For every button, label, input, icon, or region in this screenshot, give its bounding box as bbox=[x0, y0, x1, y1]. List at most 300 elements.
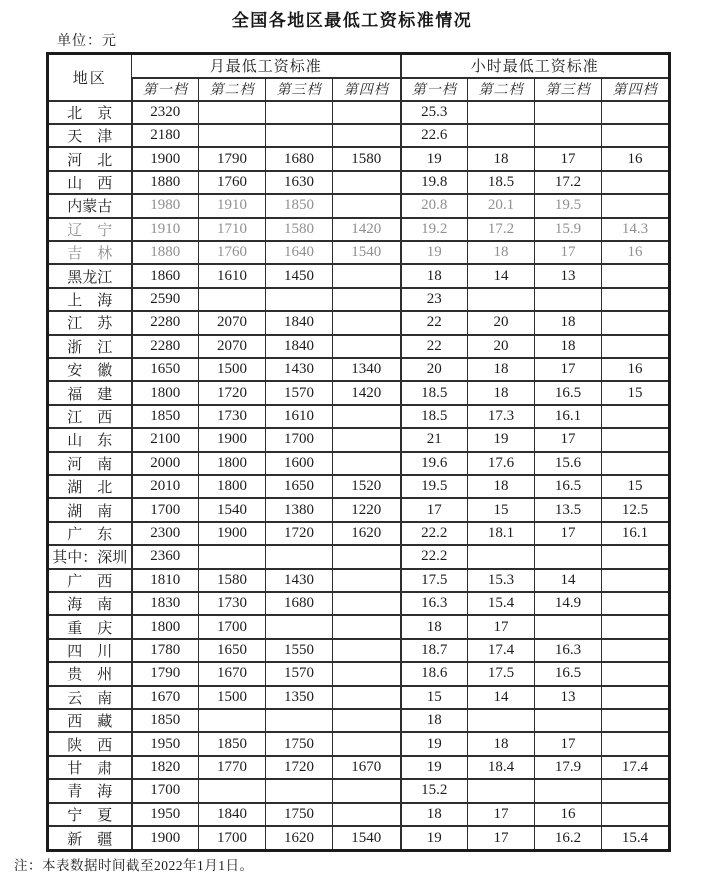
hourly-value-cell: 18 bbox=[535, 311, 602, 334]
hourly-value-cell bbox=[535, 124, 602, 147]
hourly-value-cell: 23 bbox=[401, 288, 468, 311]
hourly-value-cell: 18 bbox=[468, 358, 535, 381]
hourly-value-cell: 18 bbox=[468, 241, 535, 264]
hourly-value-cell: 14 bbox=[535, 569, 602, 592]
hourly-value-cell: 19.5 bbox=[535, 194, 602, 217]
monthly-value-cell: 1840 bbox=[266, 335, 333, 358]
monthly-value-cell bbox=[333, 779, 401, 802]
hourly-value-cell: 16.3 bbox=[535, 639, 602, 662]
hourly-value-cell: 17 bbox=[468, 826, 535, 850]
table-row bbox=[48, 288, 670, 311]
hourly-value-cell bbox=[535, 545, 602, 568]
table-row bbox=[48, 686, 670, 709]
hourly-value-cell bbox=[602, 194, 670, 217]
monthly-value-cell: 1610 bbox=[199, 264, 266, 287]
monthly-value-cell: 1850 bbox=[199, 732, 266, 755]
hourly-value-cell: 19 bbox=[401, 732, 468, 755]
unit-note: 单位：元 bbox=[57, 34, 117, 49]
monthly-value-cell: 2590 bbox=[132, 288, 199, 311]
monthly-tier4-header: 第四档 bbox=[333, 78, 401, 101]
hourly-value-cell bbox=[602, 288, 670, 311]
monthly-value-cell bbox=[333, 311, 401, 334]
hourly-value-cell: 19.6 bbox=[401, 452, 468, 475]
monthly-value-cell: 1850 bbox=[266, 194, 333, 217]
monthly-value-cell: 1220 bbox=[333, 498, 401, 521]
monthly-value-cell: 1680 bbox=[266, 147, 333, 170]
monthly-value-cell: 1880 bbox=[132, 241, 199, 264]
hourly-value-cell: 14 bbox=[468, 686, 535, 709]
subheader-row bbox=[48, 78, 670, 101]
region-cell: 云 南 bbox=[48, 686, 132, 709]
monthly-tier3-header: 第三档 bbox=[266, 78, 333, 101]
hourly-value-cell: 15.3 bbox=[468, 569, 535, 592]
hourly-value-cell: 16 bbox=[535, 803, 602, 826]
hourly-value-cell: 12.5 bbox=[602, 498, 670, 521]
hourly-tier3-header: 第三档 bbox=[535, 78, 602, 101]
hourly-value-cell bbox=[535, 101, 602, 124]
monthly-value-cell: 1790 bbox=[132, 662, 199, 685]
hourly-value-cell bbox=[602, 124, 670, 147]
hourly-value-cell: 16 bbox=[602, 358, 670, 381]
monthly-value-cell: 1650 bbox=[132, 358, 199, 381]
monthly-value-cell: 2070 bbox=[199, 311, 266, 334]
monthly-value-cell: 1700 bbox=[132, 779, 199, 802]
monthly-value-cell: 2100 bbox=[132, 428, 199, 451]
table-row bbox=[48, 498, 670, 521]
hourly-value-cell: 18 bbox=[468, 147, 535, 170]
region-cell: 河 南 bbox=[48, 452, 132, 475]
hourly-value-cell bbox=[602, 662, 670, 685]
hourly-value-cell bbox=[602, 452, 670, 475]
table-row bbox=[48, 101, 670, 124]
hourly-value-cell: 19.8 bbox=[401, 171, 468, 194]
hourly-value-cell: 21 bbox=[401, 428, 468, 451]
group-header-row bbox=[48, 54, 670, 78]
hourly-group-header: 小时最低工资标准 bbox=[401, 54, 670, 78]
hourly-value-cell: 19 bbox=[401, 756, 468, 779]
monthly-value-cell: 1900 bbox=[132, 826, 199, 850]
monthly-value-cell: 1810 bbox=[132, 569, 199, 592]
monthly-value-cell: 2070 bbox=[199, 335, 266, 358]
monthly-tier2-header: 第二档 bbox=[199, 78, 266, 101]
monthly-value-cell: 1450 bbox=[266, 264, 333, 287]
monthly-value-cell bbox=[333, 101, 401, 124]
monthly-value-cell: 1670 bbox=[333, 756, 401, 779]
table-row bbox=[48, 194, 670, 217]
hourly-value-cell bbox=[602, 803, 670, 826]
table-body bbox=[48, 101, 670, 851]
monthly-value-cell: 2360 bbox=[132, 545, 199, 568]
table-row bbox=[48, 147, 670, 170]
table-row bbox=[48, 218, 670, 241]
hourly-value-cell bbox=[602, 428, 670, 451]
hourly-value-cell: 16 bbox=[602, 241, 670, 264]
region-cell: 天 津 bbox=[48, 124, 132, 147]
monthly-value-cell: 1630 bbox=[266, 171, 333, 194]
hourly-value-cell: 19 bbox=[401, 241, 468, 264]
monthly-value-cell bbox=[199, 779, 266, 802]
region-cell: 湖 北 bbox=[48, 475, 132, 498]
hourly-value-cell: 16.3 bbox=[401, 592, 468, 615]
hourly-value-cell bbox=[468, 545, 535, 568]
monthly-value-cell: 1750 bbox=[266, 732, 333, 755]
table-row bbox=[48, 428, 670, 451]
hourly-value-cell bbox=[535, 288, 602, 311]
table-row bbox=[48, 709, 670, 732]
table-row bbox=[48, 124, 670, 147]
monthly-value-cell: 2280 bbox=[132, 311, 199, 334]
monthly-value-cell: 1900 bbox=[132, 147, 199, 170]
monthly-value-cell bbox=[199, 288, 266, 311]
hourly-value-cell: 22 bbox=[401, 335, 468, 358]
hourly-value-cell: 15.9 bbox=[535, 218, 602, 241]
hourly-value-cell: 13 bbox=[535, 686, 602, 709]
hourly-value-cell: 18.1 bbox=[468, 522, 535, 545]
monthly-value-cell: 1540 bbox=[333, 826, 401, 850]
table-row bbox=[48, 171, 670, 194]
monthly-value-cell: 1500 bbox=[199, 686, 266, 709]
hourly-value-cell bbox=[602, 686, 670, 709]
table-row bbox=[48, 615, 670, 638]
hourly-value-cell: 18 bbox=[401, 264, 468, 287]
monthly-value-cell bbox=[333, 264, 401, 287]
table-row bbox=[48, 311, 670, 334]
region-cell: 辽 宁 bbox=[48, 218, 132, 241]
hourly-value-cell: 17.5 bbox=[468, 662, 535, 685]
monthly-value-cell: 1730 bbox=[199, 592, 266, 615]
monthly-value-cell: 1800 bbox=[199, 452, 266, 475]
hourly-value-cell: 15.4 bbox=[468, 592, 535, 615]
region-cell: 广 东 bbox=[48, 522, 132, 545]
hourly-value-cell: 19 bbox=[401, 147, 468, 170]
hourly-value-cell: 17 bbox=[535, 147, 602, 170]
monthly-value-cell: 1610 bbox=[266, 405, 333, 428]
hourly-value-cell: 15.4 bbox=[602, 826, 670, 850]
monthly-value-cell bbox=[266, 709, 333, 732]
table-row bbox=[48, 803, 670, 826]
monthly-value-cell bbox=[333, 335, 401, 358]
table-row bbox=[48, 826, 670, 850]
monthly-value-cell bbox=[333, 428, 401, 451]
hourly-value-cell bbox=[535, 615, 602, 638]
hourly-value-cell: 18 bbox=[468, 381, 535, 404]
table-row bbox=[48, 358, 670, 381]
hourly-value-cell: 20.8 bbox=[401, 194, 468, 217]
monthly-value-cell: 2300 bbox=[132, 522, 199, 545]
monthly-value-cell: 1780 bbox=[132, 639, 199, 662]
hourly-value-cell: 17.6 bbox=[468, 452, 535, 475]
monthly-value-cell: 2010 bbox=[132, 475, 199, 498]
region-cell: 福 建 bbox=[48, 381, 132, 404]
hourly-value-cell: 16.5 bbox=[535, 662, 602, 685]
hourly-value-cell bbox=[602, 545, 670, 568]
monthly-value-cell bbox=[333, 194, 401, 217]
monthly-value-cell: 1340 bbox=[333, 358, 401, 381]
hourly-value-cell: 15 bbox=[401, 686, 468, 709]
monthly-value-cell: 1600 bbox=[266, 452, 333, 475]
hourly-value-cell: 18.4 bbox=[468, 756, 535, 779]
region-cell: 吉 林 bbox=[48, 241, 132, 264]
hourly-value-cell: 15.6 bbox=[535, 452, 602, 475]
hourly-value-cell: 17.5 bbox=[401, 569, 468, 592]
hourly-value-cell: 16 bbox=[602, 147, 670, 170]
hourly-value-cell bbox=[602, 592, 670, 615]
hourly-value-cell: 18 bbox=[401, 803, 468, 826]
region-cell: 黑龙江 bbox=[48, 264, 132, 287]
monthly-value-cell: 1760 bbox=[199, 171, 266, 194]
monthly-value-cell: 1430 bbox=[266, 569, 333, 592]
monthly-value-cell: 1820 bbox=[132, 756, 199, 779]
hourly-value-cell bbox=[602, 335, 670, 358]
table-row bbox=[48, 545, 670, 568]
table-row bbox=[48, 381, 670, 404]
monthly-value-cell: 1420 bbox=[333, 381, 401, 404]
hourly-value-cell bbox=[602, 732, 670, 755]
region-cell: 甘 肃 bbox=[48, 756, 132, 779]
monthly-value-cell: 1860 bbox=[132, 264, 199, 287]
hourly-value-cell bbox=[602, 569, 670, 592]
monthly-value-cell: 1720 bbox=[266, 522, 333, 545]
footnote: 注：本表数据时间截至2022年1月1日。 bbox=[14, 858, 254, 873]
hourly-value-cell: 15 bbox=[468, 498, 535, 521]
hourly-value-cell: 19.2 bbox=[401, 218, 468, 241]
hourly-value-cell: 25.3 bbox=[401, 101, 468, 124]
monthly-value-cell: 1500 bbox=[199, 358, 266, 381]
table-row bbox=[48, 405, 670, 428]
hourly-value-cell: 15 bbox=[602, 475, 670, 498]
hourly-value-cell: 17.4 bbox=[468, 639, 535, 662]
hourly-value-cell: 18.6 bbox=[401, 662, 468, 685]
hourly-value-cell: 18 bbox=[401, 709, 468, 732]
hourly-value-cell: 17 bbox=[468, 803, 535, 826]
monthly-value-cell: 1620 bbox=[266, 826, 333, 850]
minimum-wage-table bbox=[46, 52, 671, 852]
hourly-value-cell: 18.5 bbox=[401, 381, 468, 404]
hourly-value-cell: 14.3 bbox=[602, 218, 670, 241]
monthly-value-cell: 1830 bbox=[132, 592, 199, 615]
table-row bbox=[48, 475, 670, 498]
monthly-value-cell: 1380 bbox=[266, 498, 333, 521]
monthly-value-cell: 1950 bbox=[132, 803, 199, 826]
region-cell: 四 川 bbox=[48, 639, 132, 662]
hourly-value-cell: 17 bbox=[535, 358, 602, 381]
monthly-value-cell bbox=[333, 615, 401, 638]
monthly-value-cell: 1550 bbox=[266, 639, 333, 662]
monthly-value-cell bbox=[266, 615, 333, 638]
monthly-value-cell: 1770 bbox=[199, 756, 266, 779]
hourly-value-cell: 18.7 bbox=[401, 639, 468, 662]
monthly-value-cell: 1800 bbox=[132, 615, 199, 638]
monthly-value-cell: 1840 bbox=[199, 803, 266, 826]
monthly-value-cell: 2320 bbox=[132, 101, 199, 124]
monthly-value-cell: 2180 bbox=[132, 124, 199, 147]
monthly-value-cell: 1910 bbox=[132, 218, 199, 241]
hourly-value-cell: 20 bbox=[401, 358, 468, 381]
monthly-value-cell: 1420 bbox=[333, 218, 401, 241]
hourly-value-cell: 13.5 bbox=[535, 498, 602, 521]
hourly-value-cell bbox=[468, 124, 535, 147]
hourly-value-cell bbox=[602, 405, 670, 428]
hourly-tier2-header: 第二档 bbox=[468, 78, 535, 101]
hourly-value-cell: 17.2 bbox=[535, 171, 602, 194]
hourly-value-cell: 13 bbox=[535, 264, 602, 287]
monthly-value-cell bbox=[333, 686, 401, 709]
monthly-value-cell bbox=[266, 101, 333, 124]
hourly-tier1-header: 第一档 bbox=[401, 78, 468, 101]
monthly-value-cell: 1580 bbox=[266, 218, 333, 241]
hourly-value-cell: 15.2 bbox=[401, 779, 468, 802]
hourly-value-cell bbox=[468, 101, 535, 124]
region-cell: 山 西 bbox=[48, 171, 132, 194]
monthly-value-cell: 1800 bbox=[132, 381, 199, 404]
monthly-value-cell: 1750 bbox=[266, 803, 333, 826]
monthly-value-cell bbox=[333, 405, 401, 428]
monthly-value-cell: 1880 bbox=[132, 171, 199, 194]
monthly-value-cell: 1700 bbox=[199, 826, 266, 850]
monthly-value-cell: 1700 bbox=[132, 498, 199, 521]
monthly-value-cell bbox=[266, 545, 333, 568]
monthly-value-cell bbox=[333, 124, 401, 147]
hourly-value-cell: 20.1 bbox=[468, 194, 535, 217]
hourly-value-cell: 17 bbox=[535, 241, 602, 264]
monthly-group-header: 月最低工资标准 bbox=[132, 54, 401, 78]
hourly-value-cell: 19 bbox=[468, 428, 535, 451]
table-row bbox=[48, 335, 670, 358]
table-row bbox=[48, 241, 670, 264]
region-cell: 河 北 bbox=[48, 147, 132, 170]
hourly-value-cell bbox=[602, 639, 670, 662]
region-cell: 上 海 bbox=[48, 288, 132, 311]
monthly-value-cell: 1670 bbox=[199, 662, 266, 685]
hourly-value-cell: 18 bbox=[401, 615, 468, 638]
monthly-value-cell: 1540 bbox=[199, 498, 266, 521]
monthly-value-cell: 1850 bbox=[132, 709, 199, 732]
monthly-value-cell: 1900 bbox=[199, 522, 266, 545]
hourly-value-cell bbox=[468, 288, 535, 311]
hourly-value-cell: 18.5 bbox=[468, 171, 535, 194]
monthly-value-cell: 1850 bbox=[132, 405, 199, 428]
hourly-value-cell: 17 bbox=[468, 615, 535, 638]
monthly-value-cell: 1670 bbox=[132, 686, 199, 709]
hourly-value-cell bbox=[602, 101, 670, 124]
monthly-value-cell bbox=[266, 779, 333, 802]
hourly-value-cell: 18 bbox=[535, 335, 602, 358]
monthly-value-cell: 2000 bbox=[132, 452, 199, 475]
monthly-value-cell: 1680 bbox=[266, 592, 333, 615]
table-header bbox=[48, 54, 670, 101]
hourly-value-cell: 22.2 bbox=[401, 545, 468, 568]
hourly-value-cell bbox=[535, 709, 602, 732]
monthly-value-cell bbox=[333, 171, 401, 194]
monthly-value-cell: 1950 bbox=[132, 732, 199, 755]
monthly-value-cell bbox=[199, 545, 266, 568]
hourly-value-cell: 18.5 bbox=[401, 405, 468, 428]
monthly-value-cell: 1790 bbox=[199, 147, 266, 170]
table-row bbox=[48, 662, 670, 685]
region-cell: 山 东 bbox=[48, 428, 132, 451]
hourly-value-cell bbox=[468, 709, 535, 732]
monthly-value-cell bbox=[333, 709, 401, 732]
table-row bbox=[48, 592, 670, 615]
monthly-value-cell bbox=[199, 709, 266, 732]
monthly-value-cell: 1580 bbox=[199, 569, 266, 592]
monthly-value-cell: 1700 bbox=[266, 428, 333, 451]
hourly-value-cell bbox=[468, 779, 535, 802]
monthly-value-cell: 1900 bbox=[199, 428, 266, 451]
monthly-value-cell: 1910 bbox=[199, 194, 266, 217]
monthly-value-cell: 1650 bbox=[266, 475, 333, 498]
hourly-value-cell bbox=[602, 615, 670, 638]
monthly-value-cell: 1720 bbox=[199, 381, 266, 404]
monthly-value-cell bbox=[333, 662, 401, 685]
hourly-value-cell bbox=[602, 264, 670, 287]
monthly-tier1-header: 第一档 bbox=[132, 78, 199, 101]
region-cell: 广 西 bbox=[48, 569, 132, 592]
hourly-value-cell bbox=[602, 709, 670, 732]
region-column-header: 地区 bbox=[48, 54, 132, 101]
monthly-value-cell: 1580 bbox=[333, 147, 401, 170]
monthly-value-cell bbox=[199, 124, 266, 147]
monthly-value-cell: 2280 bbox=[132, 335, 199, 358]
hourly-value-cell: 19 bbox=[401, 826, 468, 850]
region-cell: 贵 州 bbox=[48, 662, 132, 685]
hourly-value-cell: 20 bbox=[468, 311, 535, 334]
region-cell: 西 藏 bbox=[48, 709, 132, 732]
region-cell: 安 徽 bbox=[48, 358, 132, 381]
hourly-value-cell: 22.2 bbox=[401, 522, 468, 545]
monthly-value-cell: 1730 bbox=[199, 405, 266, 428]
hourly-value-cell: 18 bbox=[468, 475, 535, 498]
table-row bbox=[48, 639, 670, 662]
hourly-value-cell: 18 bbox=[468, 732, 535, 755]
monthly-value-cell: 1720 bbox=[266, 756, 333, 779]
hourly-value-cell: 14.9 bbox=[535, 592, 602, 615]
monthly-value-cell bbox=[333, 569, 401, 592]
monthly-value-cell: 1540 bbox=[333, 241, 401, 264]
hourly-value-cell: 17 bbox=[535, 522, 602, 545]
monthly-value-cell: 1640 bbox=[266, 241, 333, 264]
hourly-value-cell: 17 bbox=[535, 428, 602, 451]
region-cell: 重 庆 bbox=[48, 615, 132, 638]
region-cell: 新 疆 bbox=[48, 826, 132, 850]
hourly-value-cell: 16.5 bbox=[535, 381, 602, 404]
monthly-value-cell: 1620 bbox=[333, 522, 401, 545]
region-cell: 内蒙古 bbox=[48, 194, 132, 217]
monthly-value-cell bbox=[333, 732, 401, 755]
hourly-value-cell: 14 bbox=[468, 264, 535, 287]
monthly-value-cell: 1760 bbox=[199, 241, 266, 264]
hourly-value-cell: 15 bbox=[602, 381, 670, 404]
region-cell: 湖 南 bbox=[48, 498, 132, 521]
monthly-value-cell: 1570 bbox=[266, 662, 333, 685]
monthly-value-cell: 1570 bbox=[266, 381, 333, 404]
region-cell: 江 苏 bbox=[48, 311, 132, 334]
region-cell: 江 西 bbox=[48, 405, 132, 428]
hourly-value-cell: 20 bbox=[468, 335, 535, 358]
hourly-value-cell: 22.6 bbox=[401, 124, 468, 147]
monthly-value-cell: 1350 bbox=[266, 686, 333, 709]
table-row bbox=[48, 732, 670, 755]
table-row bbox=[48, 522, 670, 545]
page-title: 全国各地区最低工资标准情况 bbox=[231, 11, 473, 30]
table-row bbox=[48, 756, 670, 779]
table-row bbox=[48, 569, 670, 592]
region-cell: 浙 江 bbox=[48, 335, 132, 358]
hourly-value-cell: 16.2 bbox=[535, 826, 602, 850]
monthly-value-cell: 1980 bbox=[132, 194, 199, 217]
monthly-value-cell: 1650 bbox=[199, 639, 266, 662]
hourly-value-cell bbox=[535, 779, 602, 802]
